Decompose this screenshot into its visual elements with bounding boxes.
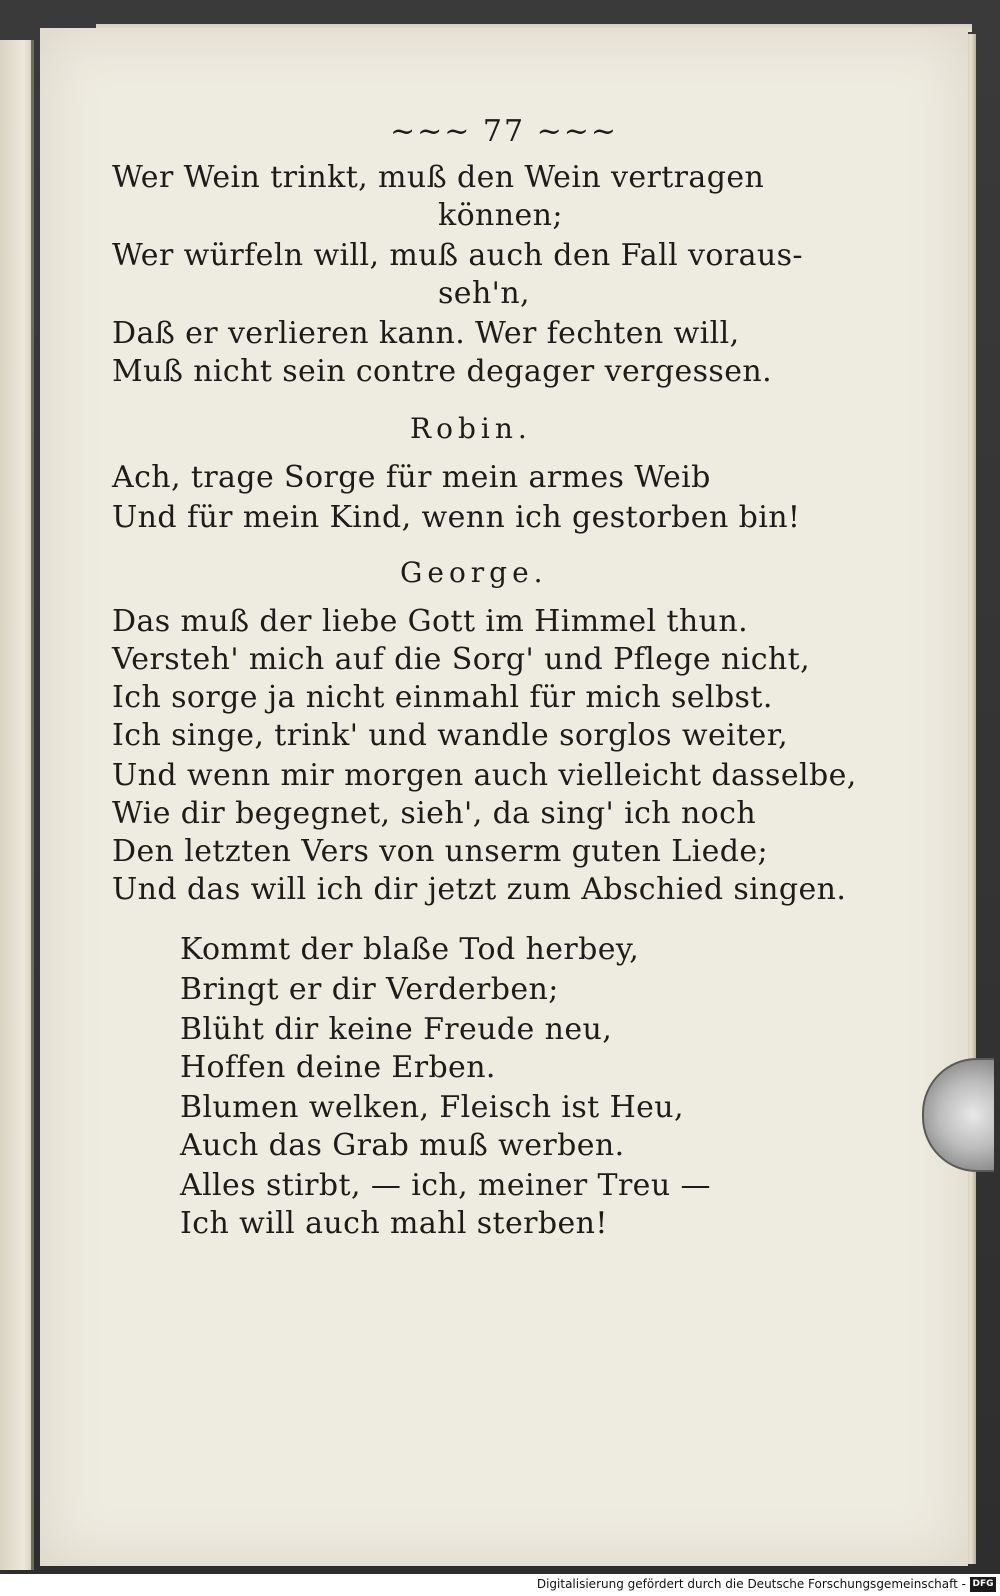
- footer-bar: [0, 1574, 1000, 1596]
- text-line: Ich sorge ja nicht einmahl für mich selbst.: [112, 680, 773, 715]
- speaker-name: George.: [400, 556, 548, 589]
- song-line: Kommt der blaße Tod herbey,: [180, 932, 640, 967]
- text-line: Wer würfeln will, muß auch den Fall voraus-: [112, 238, 803, 273]
- text-line: Ach, trage Sorge für mein armes Weib: [112, 460, 711, 495]
- text-line: Und wenn mir morgen auch vielleicht dasselbe,: [112, 758, 857, 793]
- song-line: Alles stirbt, — ich, meiner Treu —: [180, 1168, 711, 1203]
- dfg-logo: DFG: [970, 1577, 996, 1592]
- page-number: ~~~ 77 ~~~: [389, 114, 619, 149]
- book-page: [40, 28, 968, 1566]
- text-line: Ich singe, trink' und wandle sorglos weiter,: [112, 718, 789, 753]
- text-line: Wie dir begegnet, sieh', da sing' ich noch: [112, 796, 757, 831]
- text-line: Das muß der liebe Gott im Himmel thun.: [112, 604, 749, 639]
- speaker-name: Robin.: [410, 412, 532, 445]
- text-line: Und das will ich dir jetzt zum Abschied singen.: [112, 872, 847, 907]
- page-text: [40, 28, 968, 1566]
- song-line: Auch das Grab muß werben.: [180, 1128, 625, 1163]
- left-page-edge: [0, 40, 34, 1570]
- text-line: Den letzten Vers von unserm guten Liede;: [112, 834, 768, 869]
- left-page-spine: [31, 40, 34, 1570]
- song-line: Hoffen deine Erben.: [180, 1050, 496, 1085]
- text-line: Daß er verlieren kann. Wer fechten will,: [112, 316, 740, 351]
- text-line: Und für mein Kind, wenn ich gestorben bin!: [112, 500, 801, 535]
- text-line: Wer Wein trinkt, muß den Wein vertragen: [112, 160, 765, 195]
- text-line: Muß nicht sein contre degager vergessen.: [112, 354, 773, 389]
- song-line: Blüht dir keine Freude neu,: [180, 1012, 613, 1047]
- text-line: Versteh' mich auf die Sorg' und Pflege nicht,: [112, 642, 811, 677]
- text-line: können;: [438, 198, 563, 233]
- song-line: Ich will auch mahl sterben!: [180, 1206, 608, 1241]
- footer-credit: Digitalisierung gefördert durch die Deutsche Forschungsgemeinschaft -: [536, 1577, 966, 1591]
- text-line: seh'n,: [438, 276, 530, 311]
- song-line: Blumen welken, Fleisch ist Heu,: [180, 1090, 684, 1125]
- song-line: Bringt er dir Verderben;: [180, 972, 559, 1007]
